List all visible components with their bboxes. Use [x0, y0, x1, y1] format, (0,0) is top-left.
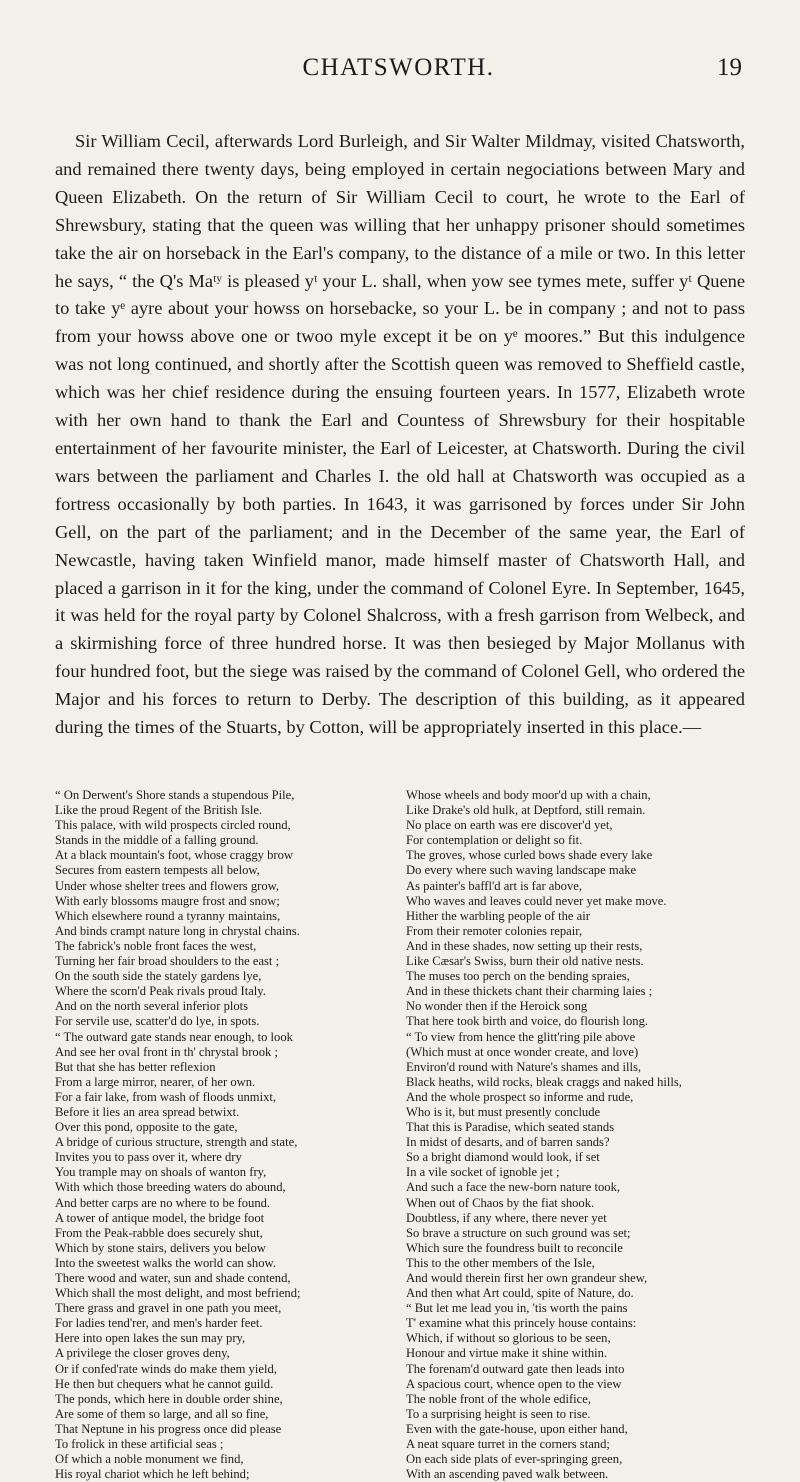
- poem-line: His royal chariot which he left behind;: [55, 1467, 250, 1482]
- poem-line: A tower of antique model, the bridge foot: [55, 1210, 265, 1225]
- poem-line: And then what Art could, spite of Nature, do.: [406, 1286, 634, 1301]
- poem-line: Invites you to pass over it, where dry: [55, 1150, 242, 1165]
- poem-line: That here took birth and voice, do flourish long.: [406, 1014, 649, 1029]
- poem-line: Stands in the middle of a falling ground.: [55, 833, 259, 848]
- poem-line: This palace, with wild prospects circled round,: [55, 818, 291, 833]
- poem-column-left: [55, 788, 395, 1482]
- poem-line: Or if confed'rate winds do make them yield,: [55, 1361, 277, 1376]
- poem-line: Who is it, but must presently conclude: [406, 1104, 601, 1119]
- poem-line: Doubtless, if any where, there never yet: [406, 1210, 607, 1225]
- poem-line: Which elsewhere round a tyranny maintains,: [55, 908, 281, 923]
- poem-line: Before it lies an area spread betwixt.: [55, 1104, 240, 1119]
- poem-line: Whose wheels and body moor'd up with a chain,: [406, 788, 651, 802]
- poem-line: Over this pond, opposite to the gate,: [55, 1120, 238, 1135]
- poem-line: Even with the gate-house, upon either hand,: [406, 1421, 628, 1436]
- poem-line: Which shall the most delight, and most befriend;: [55, 1286, 301, 1301]
- poem-line: So a bright diamond would look, if set: [406, 1150, 600, 1165]
- poem-line: At a black mountain's foot, whose craggy brow: [55, 848, 293, 863]
- body-paragraph: Sir William Cecil, afterwards Lord Burleigh, and Sir Walter Mildmay, visited Chatsworth, and remained there twenty days, being employed in certain negociations between Mary and Queen Elizabeth. On the return of Sir William Cecil to court, he wrote to the Earl of Shrewsbury, stating that the queen was willing that her unhappy prisoner should sometimes take the air on horseback in the Earl's company, to the distance of a mile or two. In this letter he says, “ the Q's Maᵗʸ is pleased yᵗ your L. shall, when yow see tymes mete, suffer yᵗ Quene to take yᵉ ayre about your howss on horsebacke, so your L. be in company ; and not to pass from your howss above one or twoo myle except it be on yᵉ moores.” But this indulgence was not long continued, and shortly after the Scottish queen was removed to Sheffield castle, which was her chief residence during the ensuing fourteen years. In 1577, Elizabeth wrote with her own hand to thank the Earl and Countess of Shrewsbury for their hospitable entertainment of her favourite minister, the Earl of Leicester, at Chatsworth. During the civil wars between the parliament and Charles I. the old hall at Chatsworth was occupied as a fortress occasionally by both parties. In 1643, it was garrisoned by forces under Sir John Gell, on the part of the parliament; and in the December of the same year, the Earl of Newcastle, having taken Winfield manor, made himself master of Chatsworth Hall, and placed a garrison in it for the king, under the command of Colonel Eyre. In September, 1645, it was held for the royal party by Colonel Shalcross, with a fresh garrison from Welbeck, and a skirmishing force of three hundred horse. It was then besieged by Major Mollanus with four hundred foot, but the siege was raised by the command of Colonel Gell, who ordered the Major and his forces to return to Derby. The description of this building, as it appeared during the times of the Stuarts, by Cotton, will be appropriately inserted in this place.—: [55, 131, 745, 738]
- poem-line: The fabrick's noble front faces the west,: [55, 938, 257, 953]
- poem-line: There grass and gravel in one path you meet,: [55, 1301, 282, 1316]
- poem-line: Like Cæsar's Swiss, burn their old native nests.: [406, 954, 644, 969]
- poem-line: Of which a noble monument we find,: [55, 1452, 244, 1467]
- poem-line: Under whose shelter trees and flowers grow,: [55, 878, 280, 893]
- poem-line: Black heaths, wild rocks, bleak craggs and naked hills,: [406, 1074, 682, 1089]
- poem-line: As painter's baffl'd art is far above,: [406, 878, 583, 893]
- poem-line: The forenam'd outward gate then leads into: [406, 1361, 625, 1376]
- poem-line: Honour and virtue make it shine within.: [406, 1346, 608, 1361]
- poem-line: In a vile socket of ignoble jet ;: [406, 1165, 560, 1180]
- poem-line: And such a face the new-born nature took,: [406, 1180, 621, 1195]
- poem-line: A spacious court, whence open to the view: [406, 1376, 622, 1391]
- poem-line: And in these shades, now setting up their rests,: [406, 938, 643, 953]
- poem-line: A neat square turret in the corners stand;: [406, 1437, 610, 1452]
- poem-line: Here into open lakes the sun may pry,: [55, 1331, 246, 1346]
- poem-line: “ To view from hence the glitt'ring pile above: [406, 1029, 636, 1044]
- poem-line: Into the sweetest walks the world can show.: [55, 1255, 276, 1270]
- poem-line: Do every where such waving landscape make: [406, 863, 637, 878]
- poem-line: Environ'd round with Nature's shames and ills,: [406, 1059, 642, 1074]
- poem-line: “ On Derwent's Shore stands a stupendous Pile,: [55, 788, 295, 802]
- poem-line: From a large mirror, nearer, of her own.: [55, 1074, 256, 1089]
- poem-line: To a surprising height is seen to rise.: [406, 1406, 591, 1421]
- poem-line: No wonder then if the Heroick song: [406, 999, 588, 1014]
- poem-line: “ But let me lead you in, 'tis worth the pains: [406, 1301, 628, 1316]
- poem-line: You trample may on shoals of wanton fry,: [55, 1165, 267, 1180]
- poem-column-right: [406, 788, 746, 1482]
- poem-line: From their remoter colonies repair,: [406, 923, 583, 938]
- poem-line: A bridge of curious structure, strength and state,: [55, 1135, 298, 1150]
- poem-line: And binds crampt nature long in chrystal chains.: [55, 923, 300, 938]
- poem-line: And in these thickets chant their charming laies ;: [406, 984, 653, 999]
- poem-line: And the whole prospect so informe and rude,: [406, 1089, 634, 1104]
- poem-line: Who waves and leaves could never yet make move.: [406, 893, 667, 908]
- poem-line: He then but chequers what he cannot guild.: [55, 1376, 274, 1391]
- poem-line: For servile use, scatter'd do lye, in spots.: [55, 1014, 260, 1029]
- poem-line: Are some of them so large, and all so fine,: [55, 1406, 269, 1421]
- poem-line: The ponds, which here in double order shine,: [55, 1391, 283, 1406]
- poem-line: No place on earth was ere discover'd yet,: [406, 818, 613, 833]
- poem-line: The muses too perch on the bending spraies,: [406, 969, 630, 984]
- poem-line: And would therein first her own grandeur shew,: [406, 1271, 648, 1285]
- poem-line: T' examine what this princely house contains:: [406, 1316, 637, 1331]
- poem-line: For ladies tend'rer, and men's harder feet.: [55, 1316, 263, 1331]
- page-header: [55, 54, 742, 104]
- poem-line: On each side plats of ever-springing green,: [406, 1452, 623, 1467]
- poem-line: And on the north several inferior plots: [55, 999, 249, 1014]
- poem-line: A privilege the closer groves deny,: [55, 1346, 230, 1361]
- poem-line: Which by stone stairs, delivers you below: [55, 1240, 266, 1255]
- poem-line: With early blossoms maugre frost and snow;: [55, 893, 280, 908]
- poem-line: Which, if without so glorious to be seen,: [406, 1331, 611, 1346]
- poem-line: When out of Chaos by the fiat shook.: [406, 1195, 595, 1210]
- poem-line: In midst of desarts, and of barren sands?: [406, 1135, 610, 1150]
- poem-line: With an ascending paved walk between.: [406, 1467, 609, 1482]
- poem-line: For contemplation or delight so fit.: [406, 833, 583, 848]
- poem-line: So brave a structure on such ground was set;: [406, 1225, 631, 1240]
- poem-line: There wood and water, sun and shade contend,: [55, 1271, 291, 1285]
- page-number: 19: [717, 54, 742, 81]
- poem-line: But that she has better reflexion: [55, 1059, 216, 1074]
- running-title: CHATSWORTH.: [302, 54, 495, 81]
- poem-line: “ The outward gate stands near enough, to look: [55, 1029, 293, 1044]
- poem-line: This to the other members of the Isle,: [406, 1255, 595, 1270]
- poem-line: The noble front of the whole edifice,: [406, 1391, 591, 1406]
- poem-line: Where the scorn'd Peak rivals proud Italy.: [55, 984, 266, 999]
- poem-line: And better carps are no where to be found.: [55, 1195, 271, 1210]
- poem-line: With which those breeding waters do abound,: [55, 1180, 286, 1195]
- poem-line: On the south side the stately gardens lye,: [55, 969, 262, 984]
- poem-line: And see her oval front in th' chrystal brook ;: [55, 1044, 278, 1059]
- poem-line: Turning her fair broad shoulders to the east ;: [55, 954, 280, 969]
- poem-line: (Which must at once wonder create, and love): [406, 1044, 639, 1059]
- poem-line: That this is Paradise, which seated stands: [406, 1120, 615, 1135]
- poem-line: To frolick in these artificial seas ;: [55, 1437, 224, 1452]
- poem-line: Which sure the foundress built to reconcile: [406, 1240, 623, 1255]
- poem-line: Hither the warbling people of the air: [406, 908, 590, 923]
- poem-line: The groves, whose curled bows shade every lake: [406, 848, 653, 863]
- poem-line: For a fair lake, from wash of floods unmixt,: [55, 1089, 277, 1104]
- poem-line: Like Drake's old hulk, at Deptford, still remain.: [406, 803, 646, 818]
- poem-line: Like the proud Regent of the British Isle.: [55, 803, 263, 818]
- poem-line: Secures from eastern tempests all below,: [55, 863, 260, 878]
- poem-line: From the Peak-rabble does securely shut,: [55, 1225, 263, 1240]
- poem-line: That Neptune in his progress once did please: [55, 1421, 282, 1436]
